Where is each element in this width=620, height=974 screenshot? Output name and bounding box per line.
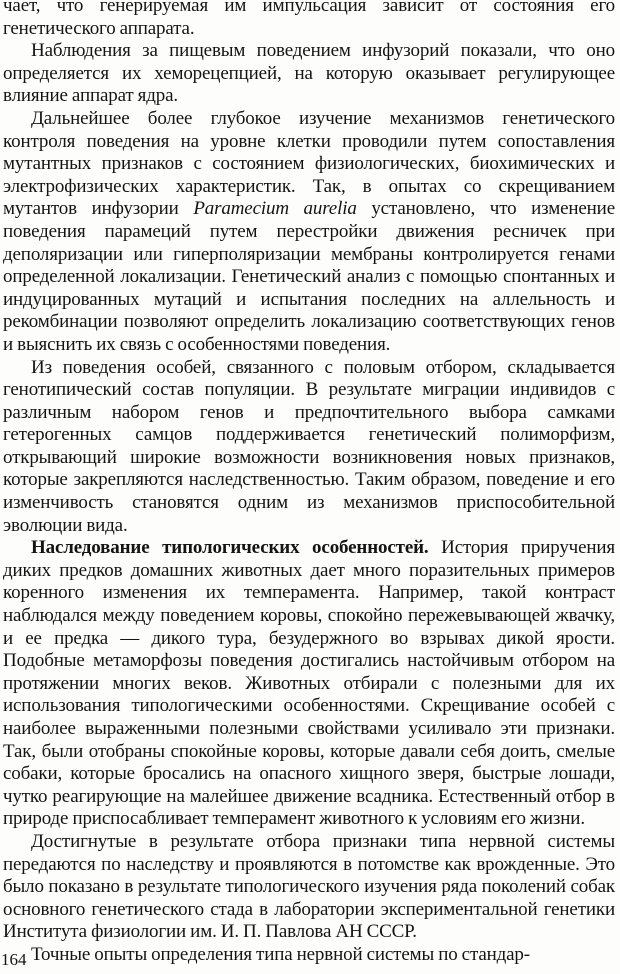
page-number: 164 <box>1 950 27 969</box>
body-text <box>3 0 615 967</box>
paragraph-7 <box>3 944 615 967</box>
paragraph-3-text-start: Дальнейшее более глубокое изучение механизмов генетического контроля поведения на уровне клетки проводили путем сопоставления мутантных признаков с состоянием физиологических, биохимических и электрофизических характеристик. Так, в опытах со скрещиванием мутантов инфузории <box>3 107 615 220</box>
section-heading: Наследование типологических особенностей. <box>31 537 429 559</box>
paragraph-4-text: Из поведения особей, связанного с половым отбором, складывается генотипический состав популяции. В результате миграции индивидов с различным набором генов и предпочтительного выбора самками гетерогенных самцов поддерживается генетический полиморфизм, открывающий широкие возможности возникновения новых признаков, которые закрепляются наследственностью. Таким образом, поведение и его изменчивость становятся одним из механизмов приспособительной эволюции вида. <box>3 356 615 536</box>
paragraph-4 <box>3 357 615 538</box>
paragraph-6-text: Достигнутые в результате отбора признаки типа нервной системы передаются по наследству и проявляются в потомстве как врожденные. Это было показано в результате типологического изучения ряда поколений собак основного генетического стада в лаборатории экспериментальной генетики Института физиологии им. И. П. Павлова АН СССР. <box>3 830 615 943</box>
paragraph-2 <box>3 40 615 108</box>
paragraph-3 <box>3 108 615 357</box>
paragraph-1 <box>3 0 615 40</box>
paragraph-1-text: чает, что генерируемая им импульсация зависит от состояния его генетического аппарата. <box>3 0 615 39</box>
species-name: Paramecium aurelia <box>193 198 357 220</box>
paragraph-2-text: Наблюдения за пищевым поведением инфузорий показали, что оно определяется их хеморецепцией, на которую оказывает регулирующее влияние аппарат ядра. <box>3 40 615 107</box>
paragraph-6 <box>3 831 615 944</box>
paragraph-5 <box>3 537 615 831</box>
paragraph-7-text: Точные опыты определения типа нервной системы по стандар- <box>31 943 530 965</box>
paragraph-3-text-end: установлено, что изменение поведения парамеций путем перестройки движения ресничек при деполяризации или гиперполяризации мембраны контролируется генами определенной локализации. Генетический анализ с помощью спонтанных и индуцированных мутаций и испытания последних на аллельность и рекомбинации позволяют определить локализацию соответствующих генов и выяснить их связь с особенностями поведения. <box>3 198 615 355</box>
paragraph-5-text: История приручения диких предков домашних животных дает много поразительных примеров коренного изменения их темперамента. Например, такой контраст наблюдался между поведением коровы, спокойно пережевывающей жвачку, и ее предка — дикого тура, безудержного во взрывах дикой ярости. Подобные метаморфозы поведения достигались настойчивым отбором на протяжении многих веков. Животных отбирали с полезными для их использования типологическими особенностями. Скрещивание особей с наиболее выраженными полезными свойствами усиливало эти признаки. Так, были отобраны спокойные коровы, которые давали себя доить, смелые собаки, которые бросались на опасного хищного зверя, быстрые лошади, чутко реагирующие на малейшее движение всадника. Естественный отбор в природе приспосабливает темперамент животного к условиям его жизни. <box>3 537 615 830</box>
